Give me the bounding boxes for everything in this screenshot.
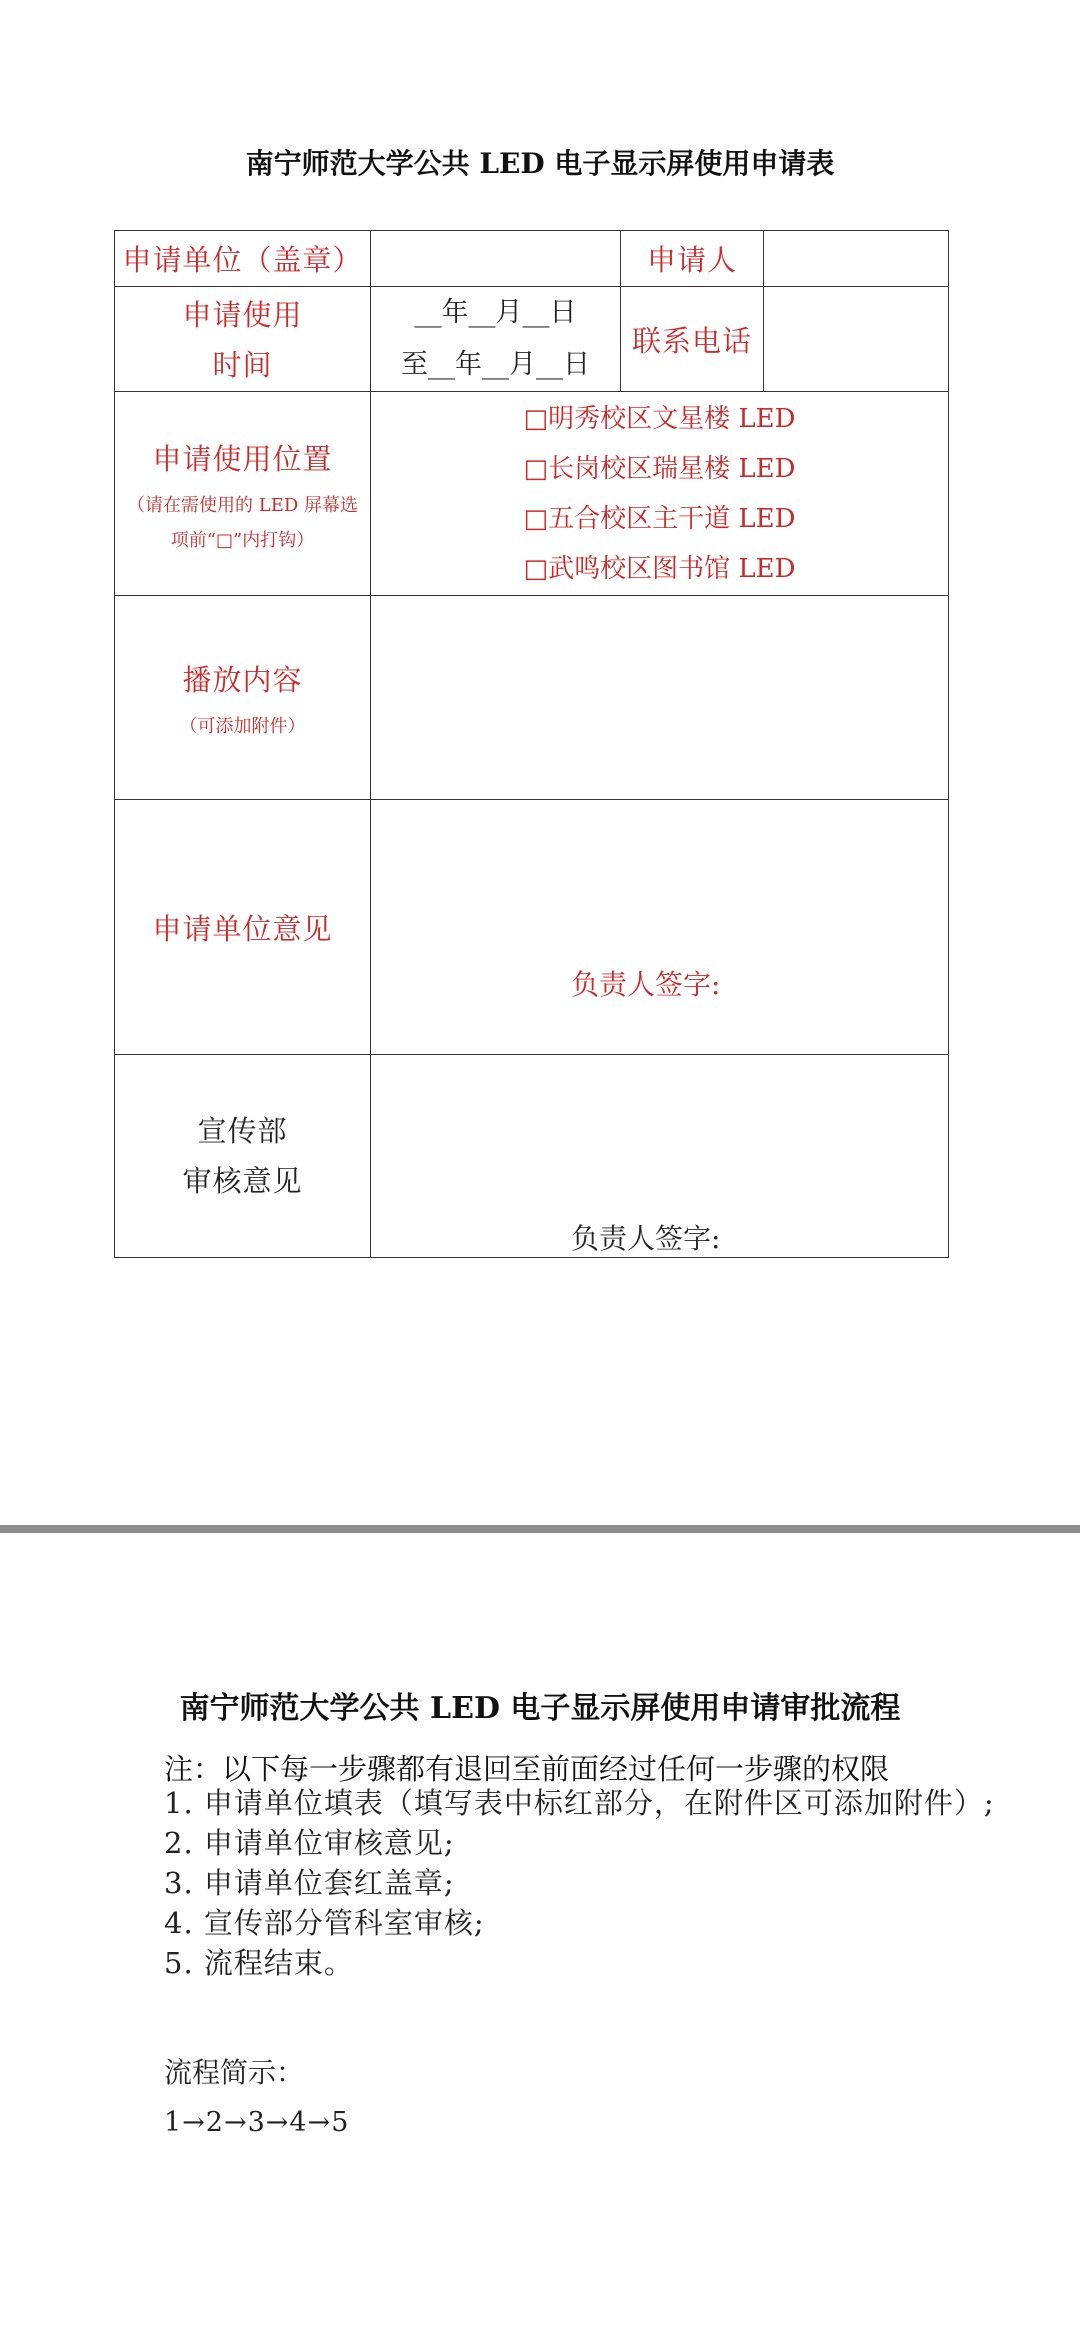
location-option-changgang[interactable]: □长岗校区瑞星楼 LED xyxy=(523,453,796,484)
form-title: 南宁师范大学公共 LED 电子显示屏使用申请表 xyxy=(245,147,835,180)
location-hint-line1: （请在需使用的 LED 屏幕选 xyxy=(127,495,358,517)
dept-opinion-label-line2: 审核意见 xyxy=(182,1164,303,1198)
flow-label: 流程简示： xyxy=(164,2056,305,2089)
applicant-unit-field[interactable] xyxy=(371,231,621,287)
process-note: 注：以下每一步骤都有退回至前面经过任何一步骤的权限 xyxy=(164,1752,890,1786)
phone-field[interactable] xyxy=(764,287,949,392)
unit-opinion-label: 申请单位意见 xyxy=(115,800,371,1055)
applicant-label: 申请人 xyxy=(621,231,764,287)
content-field[interactable] xyxy=(371,596,949,800)
content-label-cell xyxy=(115,596,371,800)
start-date: __年__月__日 xyxy=(414,297,577,328)
location-label-cell xyxy=(115,392,371,596)
process-step: 2. 申请单位审核意见; xyxy=(164,1826,455,1860)
applicant-unit-label: 申请单位（盖章） xyxy=(115,231,371,287)
unit-opinion-field[interactable] xyxy=(371,800,949,1055)
dept-signature-label: 负责人签字: xyxy=(571,1222,721,1255)
process-title: 南宁师范大学公共 LED 电子显示屏使用申请审批流程 xyxy=(179,1691,901,1726)
unit-signature-label: 负责人签字: xyxy=(571,968,721,1001)
location-option-mingxiu[interactable]: □明秀校区文星楼 LED xyxy=(523,403,796,434)
dept-opinion-label-line1: 宣传部 xyxy=(197,1114,288,1148)
process-steps xyxy=(164,1783,995,1983)
location-hint-line2: 项前“□”内打钩） xyxy=(170,529,315,551)
location-options xyxy=(371,392,949,596)
process-step: 3. 申请单位套红盖章; xyxy=(164,1866,455,1900)
dept-opinion-field[interactable] xyxy=(371,1055,949,1258)
applicant-field[interactable] xyxy=(764,231,949,287)
flow-sequence: 1→2→3→4→5 xyxy=(164,2107,350,2138)
location-label: 申请使用位置 xyxy=(152,442,333,477)
process-step: 1. 申请单位填表（填写表中标红部分，在附件区可添加附件）; xyxy=(164,1786,995,1820)
content-hint: （可添加附件） xyxy=(179,716,306,738)
usage-time-label-line1: 申请使用 xyxy=(182,298,303,332)
location-option-wuhe[interactable]: □五合校区主干道 LED xyxy=(523,503,796,534)
process-step: 4. 宣传部分管科室审核; xyxy=(164,1906,485,1940)
process-step: 5. 流程结束。 xyxy=(164,1946,354,1980)
application-form-table xyxy=(114,230,949,1258)
end-date: 至__年__月__日 xyxy=(401,349,590,380)
usage-time-label xyxy=(115,287,371,392)
approval-process-page xyxy=(0,1533,1080,2340)
location-option-wuming[interactable]: □武鸣校区图书馆 LED xyxy=(523,553,796,584)
content-label: 播放内容 xyxy=(182,663,303,698)
dept-opinion-label xyxy=(115,1055,371,1258)
usage-time-field[interactable] xyxy=(371,287,621,392)
page-divider xyxy=(0,1525,1080,1533)
usage-time-label-line2: 时间 xyxy=(212,348,273,382)
phone-label: 联系电话 xyxy=(621,287,764,392)
